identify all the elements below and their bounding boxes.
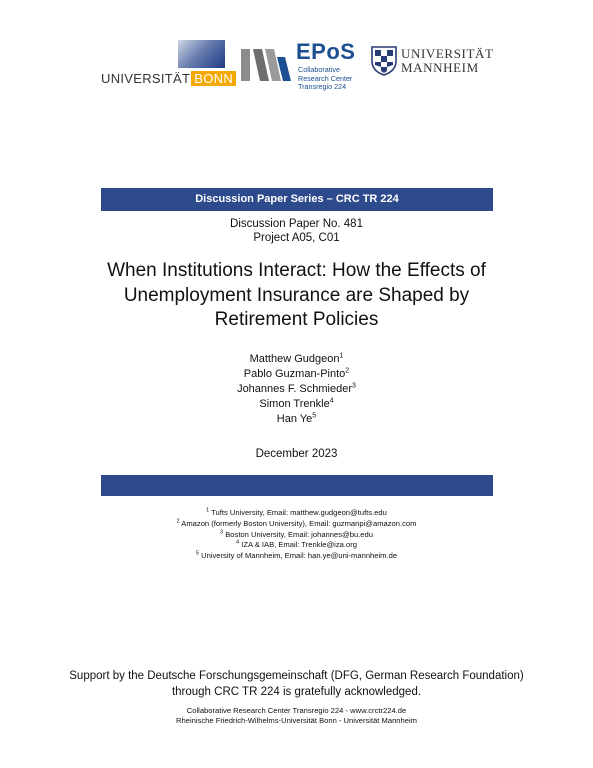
epos-logo-line: Transregio 224 [298, 82, 347, 92]
page-footer [0, 706, 593, 726]
university-mannheim-logo [370, 45, 494, 79]
bonn-logo-prefix: UNIVERSITÄT [101, 71, 191, 86]
mannheim-crest-icon [370, 45, 398, 76]
author: Simon Trenkle$^4$ [259, 397, 334, 410]
epos-logo-line: Collaborative [298, 65, 340, 74]
support-line: Support by the Deutsche Forschungsgemeinschaft (DFG, German Research Foundation) [69, 670, 524, 682]
author: Johannes F. Schmieder$^3$ [237, 382, 356, 395]
title-line: Unemployment Insurance are Shaped by [123, 284, 470, 306]
affiliation: $^1$ Tufts University, Email: matthew.gudgeon@tufts.edu [206, 507, 387, 517]
title-line: Retirement Policies [214, 309, 379, 330]
project-id: Project A05, C01 [253, 232, 340, 244]
bonn-logo-mark [178, 40, 225, 68]
divider-banner [101, 475, 493, 496]
publication-date: December 2023 [255, 448, 338, 460]
affiliation: $^2$ Amazon (formerly Boston University), Email: guzmanpi@amazon.com [176, 518, 417, 528]
affiliation: $^5$ University of Mannheim, Email: han.ye@uni-mannheim.de [195, 550, 398, 561]
support-line: through CRC TR 224 is gratefully acknowledged. [171, 685, 422, 698]
affiliation-list [0, 508, 593, 562]
university-bonn-logo [101, 40, 234, 88]
title-line: When Institutions Interact: How the Effects of [107, 260, 486, 281]
epos-mark-icon [241, 43, 293, 87]
mannheim-logo-line: UNIVERSITÄT [401, 46, 494, 61]
author: Han Ye$^5$ [276, 412, 317, 425]
paper-number: Discussion Paper No. 481 [230, 218, 363, 230]
epos-logo-line: Research Center [298, 73, 353, 83]
affiliation: $^4$ IZA & IAB, Email: Trenkle@iza.org [236, 539, 357, 550]
epos-logo [241, 41, 361, 93]
paper-info [0, 217, 593, 245]
funding-acknowledgement [0, 669, 593, 700]
paper-title [0, 259, 593, 333]
affiliation: $^3$ Boston University, Email: johannes@bu.edu [220, 529, 373, 539]
series-banner: Discussion Paper Series – CRC TR 224 [101, 188, 493, 211]
footer-line: Rheinische Friedrich-Wilhelms-Universität Bonn - Universität Mannheim [176, 716, 417, 725]
mannheim-logo-line: MANNHEIM [401, 60, 479, 75]
footer-line: Collaborative Research Center Transregio 224 - www.crctr224.de [186, 706, 407, 715]
author: Pablo Guzman-Pinto$^2$ [243, 367, 350, 380]
bonn-logo-word: BONN [191, 71, 236, 86]
author: Matthew Gudgeon$^1$ [249, 352, 344, 365]
epos-logo-title: EPoS [296, 39, 356, 64]
author-list [0, 352, 593, 427]
